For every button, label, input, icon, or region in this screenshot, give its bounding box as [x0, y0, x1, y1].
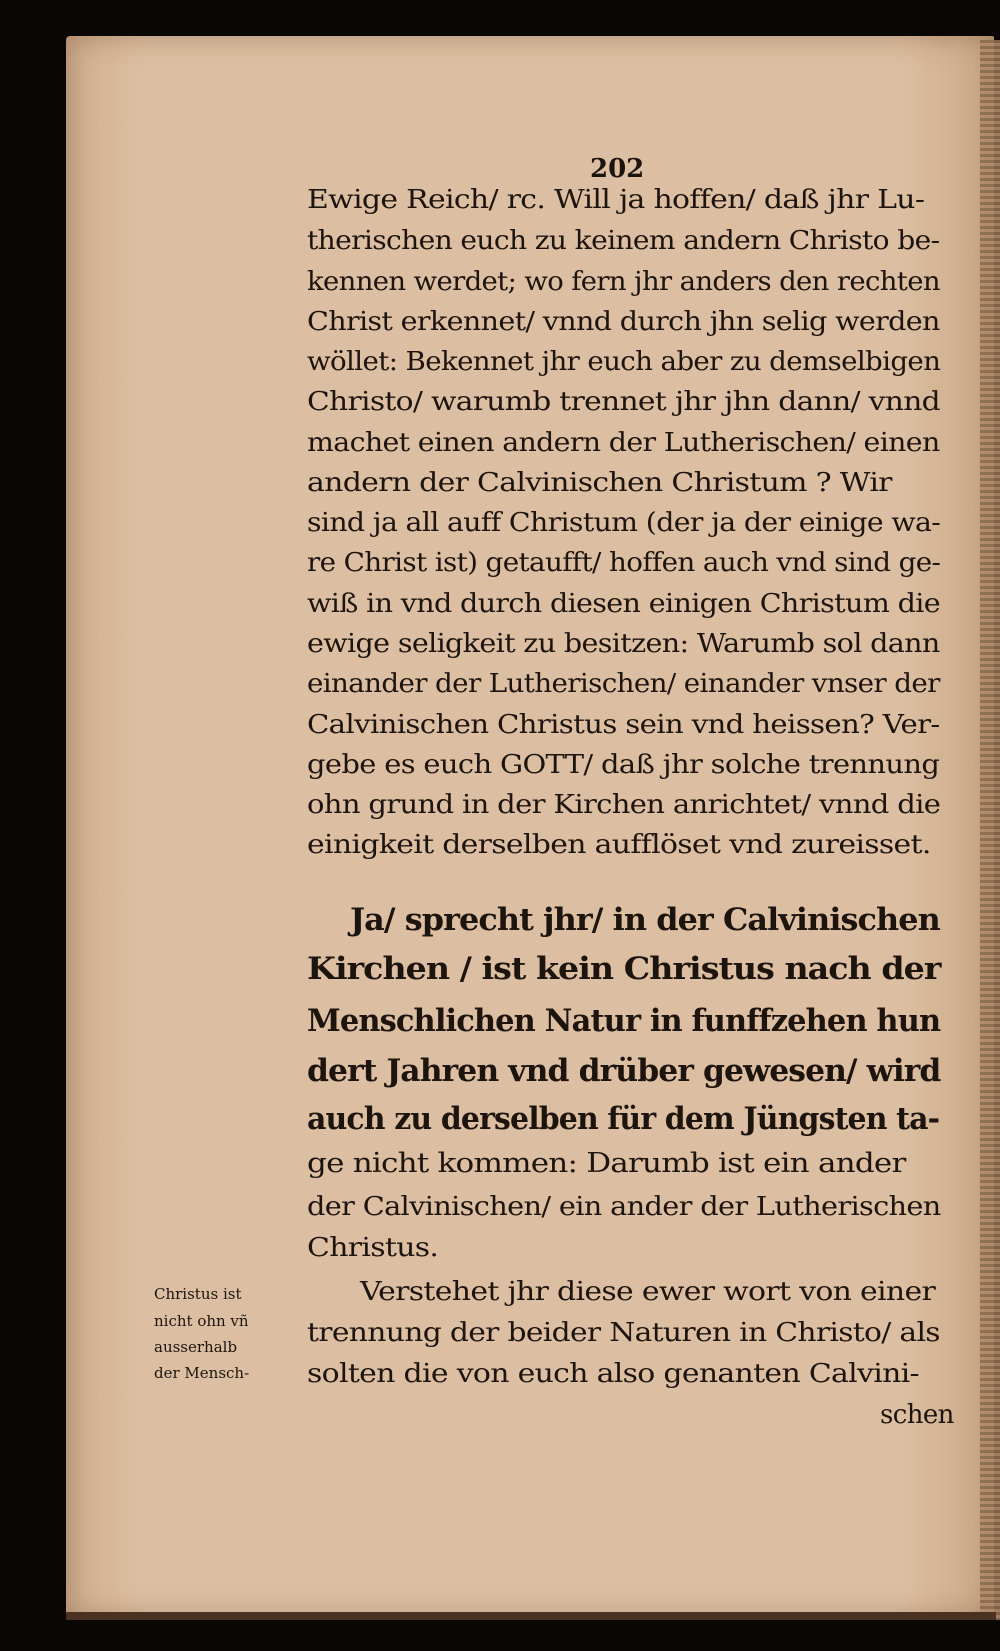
text-line: Verstehet jhr diese ewer wort von einer	[360, 1277, 936, 1307]
quote-line: Christus.	[307, 1233, 439, 1263]
page-edge-stack	[980, 40, 1000, 1620]
text-line: therischen euch zu keinem andern Christo be-	[307, 226, 940, 256]
text-line: andern der Calvinischen Christum ? Wir	[307, 468, 892, 498]
margin-note-line: Christus ist	[154, 1285, 242, 1303]
text-line: solten die von euch also genanten Calvini-	[307, 1359, 919, 1389]
quote-line: dert Jahren vnd drüber gewesen/ wird	[307, 1053, 941, 1089]
text-line: einander der Lutherischen/ einander vnser der	[307, 669, 940, 699]
catchword: schen	[880, 1400, 954, 1430]
text-line: re Christ ist) getaufft/ hoffen auch vnd sind ge-	[307, 548, 941, 578]
quote-line: der Calvinischen/ ein ander der Lutherischen	[307, 1192, 941, 1222]
quote-line: auch zu derselben für dem Jüngsten ta-	[307, 1101, 940, 1137]
quote-line: Ja/ sprecht jhr/ in der Calvinischen	[350, 902, 940, 938]
quote-line: Menschlichen Natur in funffzehen hun	[307, 1003, 941, 1039]
text-line: machet einen andern der Lutherischen/ einen	[307, 428, 940, 458]
text-line: Christ erkennet/ vnnd durch jhn selig werden	[307, 307, 940, 337]
text-line: ohn grund in der Kirchen anrichtet/ vnnd die	[307, 790, 941, 820]
text-line: wiß in vnd durch diesen einigen Christum die	[307, 589, 940, 619]
text-line: Calvinischen Christus sein vnd heissen? Ver-	[307, 710, 940, 740]
page-number: 202	[590, 154, 645, 184]
quote-line: Kirchen / ist kein Christus nach der	[307, 951, 941, 987]
text-line: ewige seligkeit zu besitzen: Warumb sol dann	[307, 629, 940, 659]
margin-note-line: der Mensch-	[154, 1364, 250, 1382]
text-line: Christo/ warumb trennet jhr jhn dann/ vnnd	[307, 387, 940, 417]
margin-note-line: ausserhalb	[154, 1338, 238, 1356]
text-line: sind ja all auff Christum (der ja der einige wa-	[307, 508, 941, 538]
text-line: gebe es euch GOTT/ daß jhr solche trennung	[307, 750, 940, 780]
text-line: kennen werdet; wo fern jhr anders den rechten	[307, 267, 940, 297]
text-line: einigkeit derselben aufflöset vnd zureisset.	[307, 830, 931, 860]
quote-line: ge nicht kommen: Darumb ist ein ander	[307, 1148, 906, 1179]
text-line: wöllet: Bekennet jhr euch aber zu demselbigen	[307, 347, 941, 377]
page-bottom-edge	[66, 1612, 996, 1620]
text-line: trennung der beider Naturen in Christo/ als	[307, 1318, 940, 1348]
text-line: Ewige Reich/ rc. Will ja hoffen/ daß jhr Lu-	[307, 185, 925, 215]
margin-note-line: nicht ohn vñ	[154, 1312, 249, 1330]
